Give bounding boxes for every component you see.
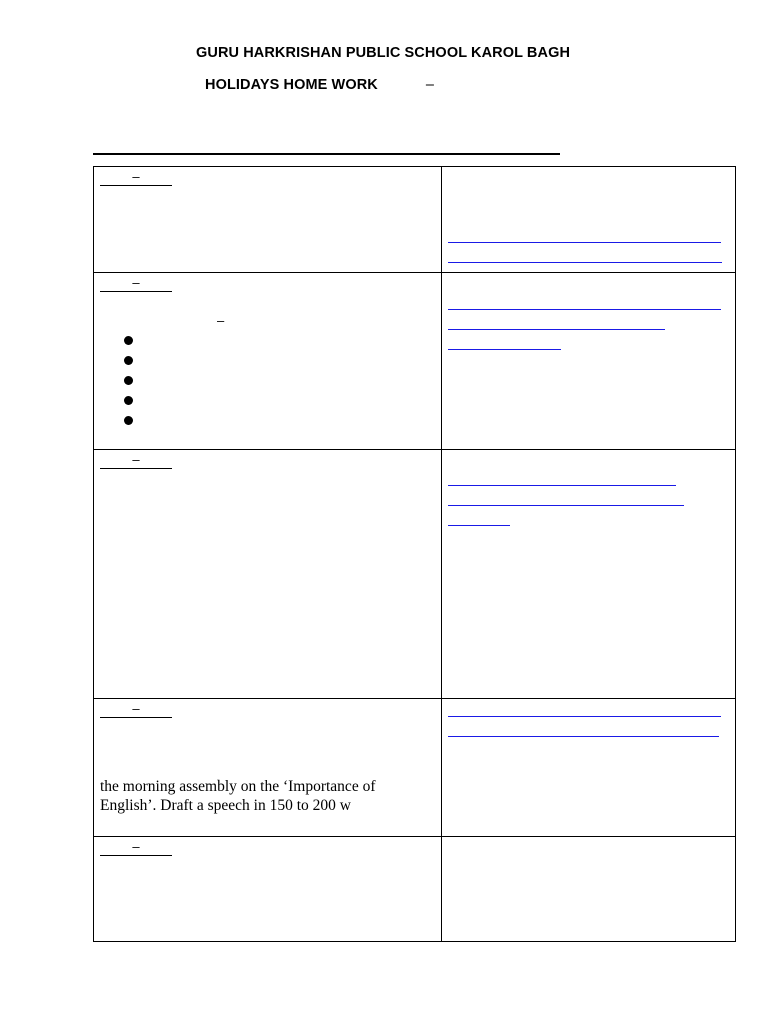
bullet-point — [124, 336, 133, 345]
hyperlink[interactable] — [448, 716, 721, 717]
hyperlink[interactable] — [448, 736, 719, 737]
header-rule — [93, 153, 560, 155]
title-text: HOLIDAYS HOME WORK — [205, 77, 378, 93]
school-name: GURU HARKRISHAN PUBLIC SCHOOL KAROL BAGH — [196, 45, 571, 61]
hyperlink[interactable] — [448, 309, 721, 310]
homework-table — [93, 166, 736, 942]
document-title — [205, 77, 434, 93]
title-dash: – — [425, 77, 435, 93]
row-label: – — [100, 701, 172, 718]
table-row — [94, 837, 736, 942]
row-3-left-cell — [94, 450, 442, 699]
speech-line: English’. Draft a speech in 150 to 200 w — [100, 797, 351, 814]
bullet-list — [124, 336, 133, 436]
bullet-point — [124, 416, 133, 425]
hyperlink[interactable] — [448, 329, 665, 330]
hyperlink[interactable] — [448, 505, 684, 506]
speech-prompt — [100, 777, 435, 815]
bullet-point — [124, 396, 133, 405]
hyperlink[interactable] — [448, 262, 722, 263]
row-1-right-cell — [442, 167, 736, 273]
row-label: – — [100, 275, 172, 292]
row-5-left-cell — [94, 837, 442, 942]
row-4-right-cell — [442, 699, 736, 837]
row-2-left-cell — [94, 273, 442, 450]
row-4-left-cell — [94, 699, 442, 837]
bullet-point — [124, 356, 133, 365]
table-row — [94, 167, 736, 273]
row-label: – — [100, 839, 172, 856]
table-row — [94, 450, 736, 699]
row-label: – — [100, 169, 172, 186]
row-2-right-cell — [442, 273, 736, 450]
table-row — [94, 699, 736, 837]
hyperlink[interactable] — [448, 349, 561, 350]
hyperlink[interactable] — [448, 525, 510, 526]
row-3-right-cell — [442, 450, 736, 699]
bullet-point — [124, 376, 133, 385]
speech-line: the morning assembly on the ‘Importance of — [100, 778, 376, 795]
row-5-right-cell — [442, 837, 736, 942]
hyperlink[interactable] — [448, 485, 676, 486]
row-label: – — [100, 452, 172, 469]
row-1-left-cell — [94, 167, 442, 273]
sub-heading-dash: – — [217, 313, 225, 328]
hyperlink[interactable] — [448, 242, 721, 243]
table-row — [94, 273, 736, 450]
